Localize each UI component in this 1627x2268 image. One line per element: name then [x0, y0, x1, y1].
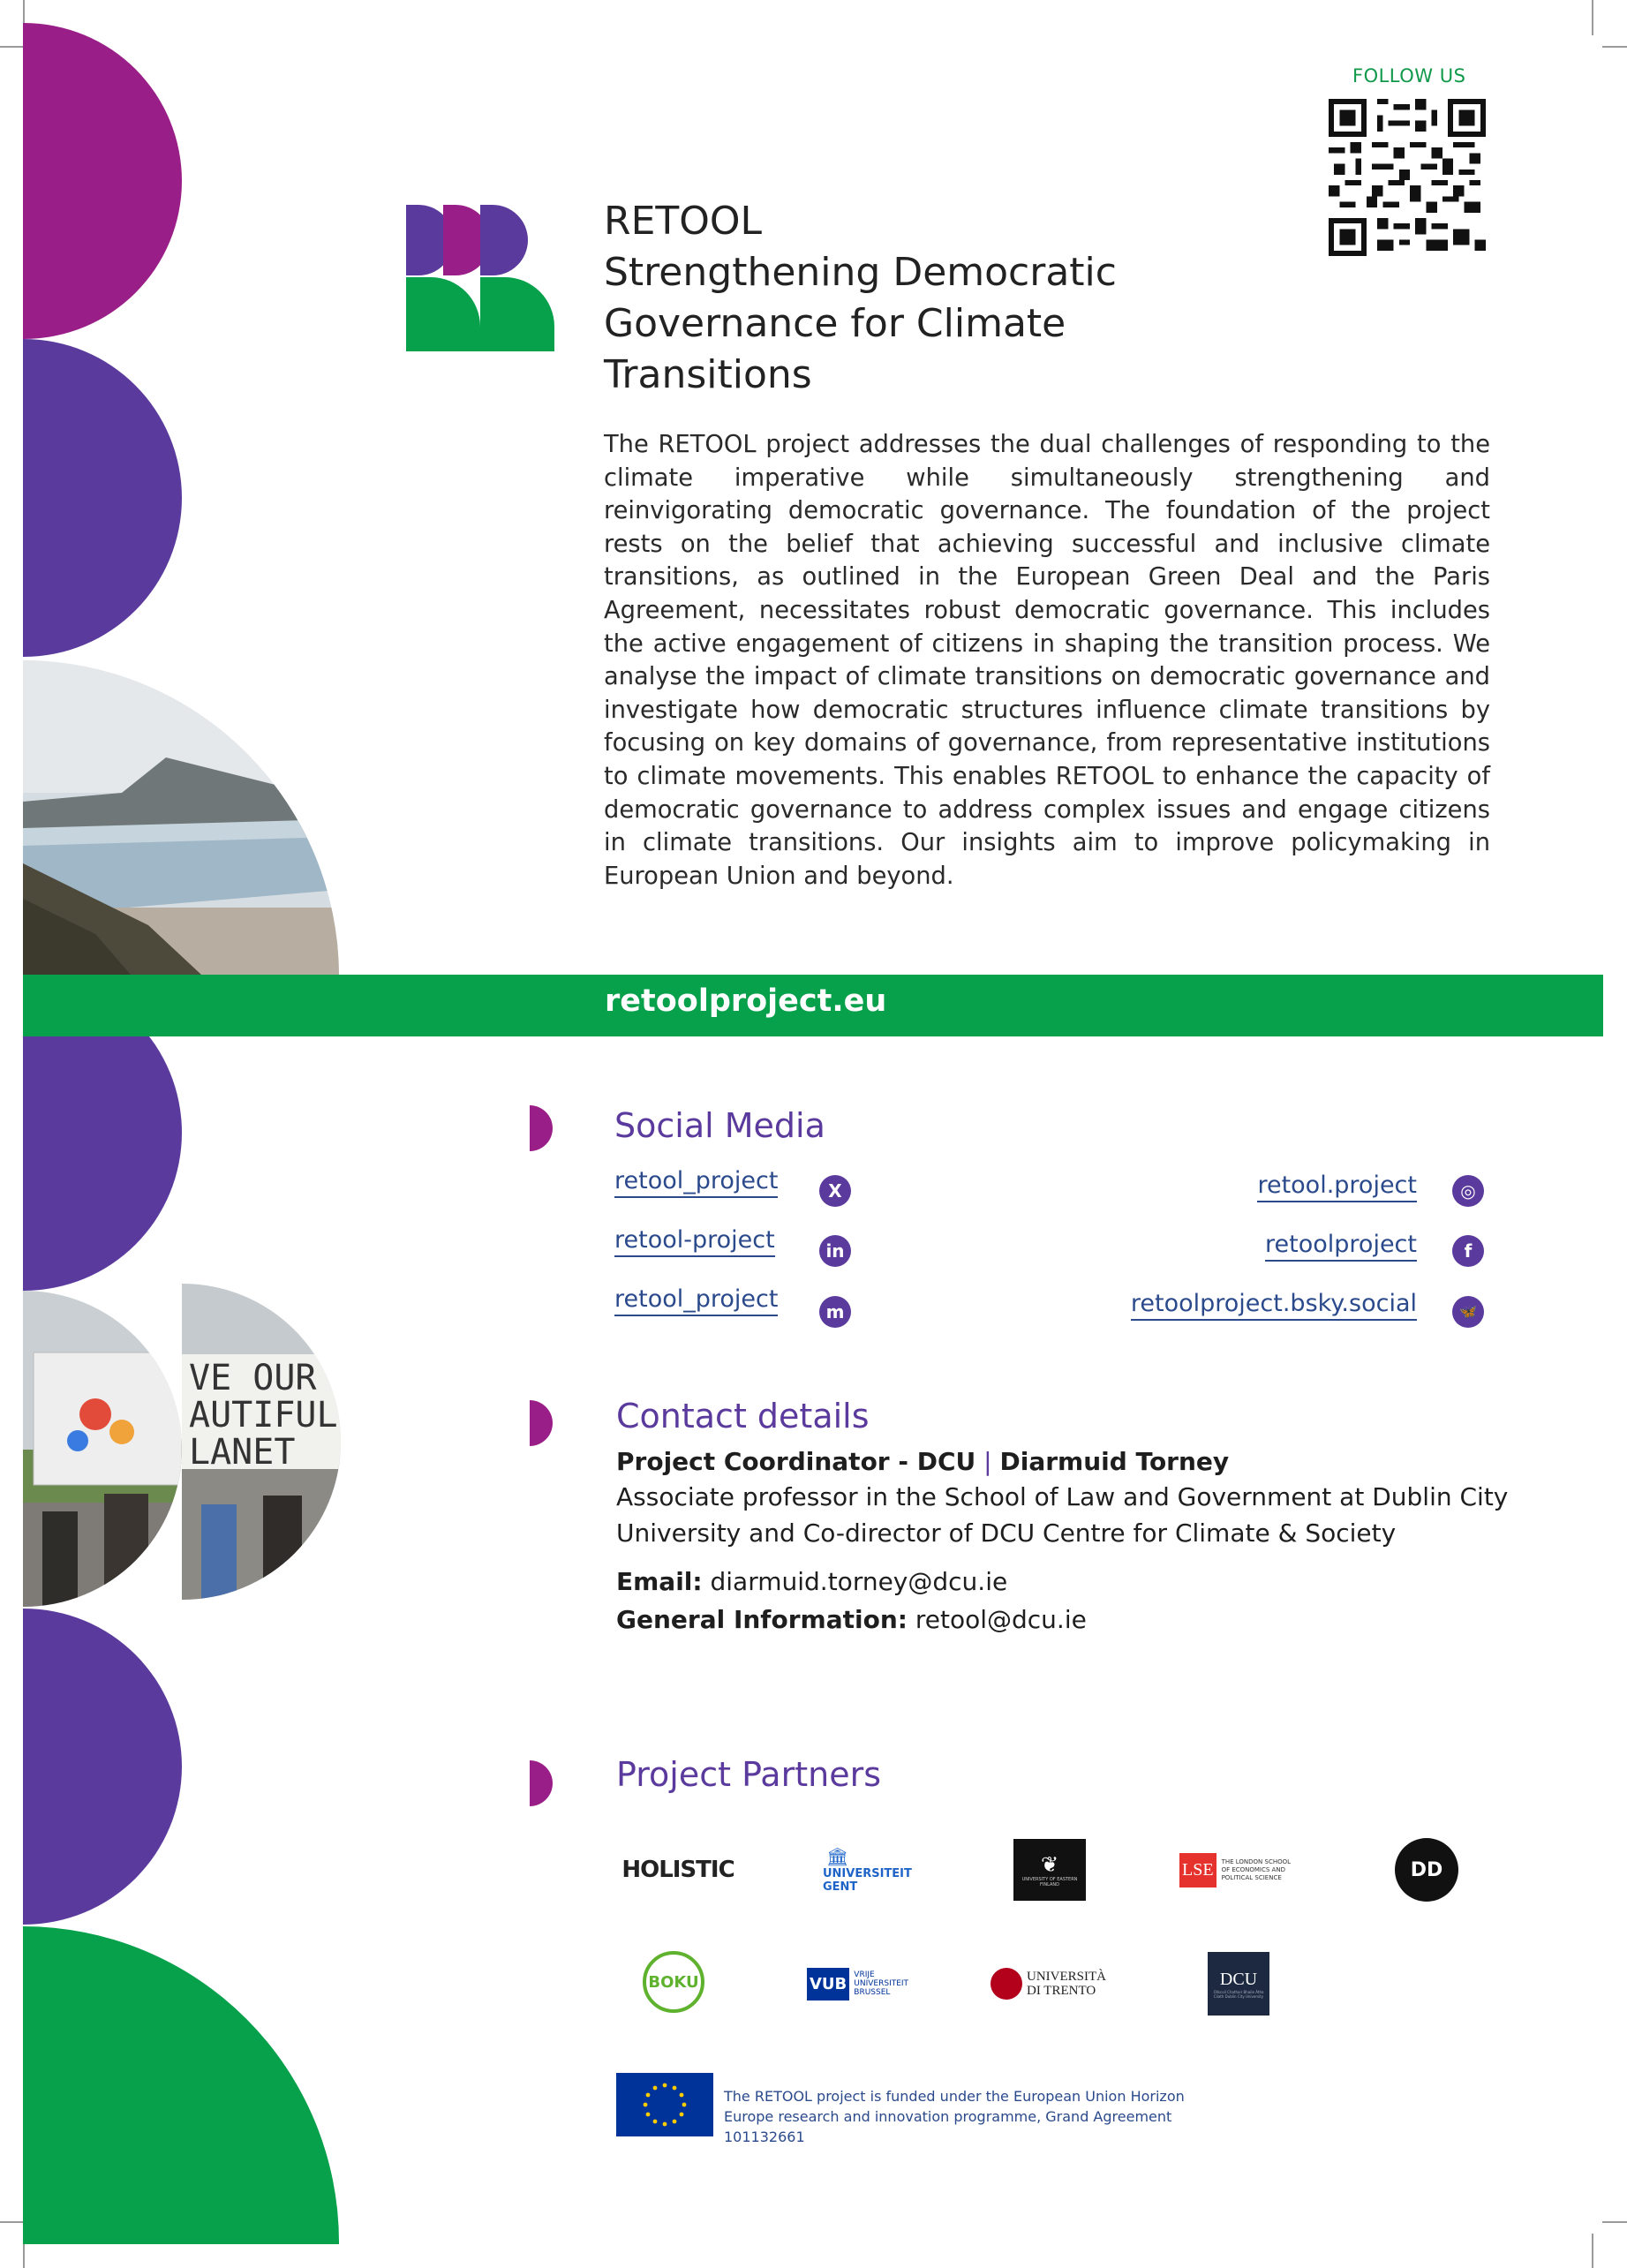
- partners-title: Project Partners: [616, 1755, 881, 1794]
- website-banner: [23, 975, 1603, 1036]
- uef-logo: [1013, 1839, 1086, 1901]
- coordinator-description: Associate professor in the School of Law and Government at Dublin City University and Co-director of DCU Centre for Climate & Society: [616, 1482, 1509, 1548]
- section-marker: [530, 1400, 553, 1446]
- coordinator-line: [616, 1443, 1587, 1480]
- social-link-instagram[interactable]: retool.project: [1257, 1172, 1417, 1202]
- crop-mark: [1602, 2221, 1627, 2223]
- general-info-label: General Information:: [616, 1605, 908, 1634]
- svg-text:VE OUR: VE OUR: [189, 1358, 317, 1398]
- holistic-text: HOLISTIC: [621, 1857, 734, 1883]
- vub-line: VRIJE: [854, 1970, 875, 1979]
- eu-flag: [616, 2073, 713, 2136]
- facebook-icon[interactable]: f: [1452, 1235, 1484, 1267]
- funding-statement: The RETOOL project is funded under the European Union Horizon Europe research and innovation programme, Grand Agreement 101132661: [724, 2088, 1185, 2145]
- vub-logo: [807, 1964, 922, 2003]
- follow-us-label: FOLLOW US: [1352, 65, 1466, 87]
- ugent-line: UNIVERSITEIT: [823, 1867, 912, 1880]
- social-link-bluesky[interactable]: retoolproject.bsky.social: [1131, 1290, 1417, 1321]
- email-line: [616, 1563, 1587, 1600]
- crop-mark: [1602, 46, 1627, 48]
- decor-quarter-circle-green: [23, 1926, 341, 2244]
- decor-half-circle-purple: [23, 1609, 182, 1925]
- vub-line: BRUSSEL: [854, 1988, 891, 1997]
- linkedin-icon[interactable]: in: [819, 1235, 851, 1267]
- social-link-mastodon[interactable]: retool_project: [614, 1285, 778, 1316]
- protest-photo-right: [182, 1284, 341, 1600]
- trento-name: [1027, 1970, 1106, 1998]
- ugent-logo: [823, 1839, 920, 1901]
- mastodon-icon[interactable]: m: [819, 1296, 851, 1328]
- decor-half-circle-purple: [23, 339, 182, 657]
- dd-logo: [1395, 1838, 1458, 1902]
- crop-mark: [1592, 0, 1593, 35]
- vub-name: [854, 1970, 908, 1997]
- uef-text: UNIVERSITY OF EASTERN FINLAND: [1021, 1877, 1078, 1887]
- retool-logo: [406, 205, 554, 351]
- glacier-photo: [23, 660, 341, 975]
- title-line: Transitions: [604, 352, 812, 397]
- separator: |: [983, 1447, 992, 1476]
- crop-mark: [0, 2221, 23, 2223]
- email-label: Email:: [616, 1567, 703, 1596]
- social-link-linkedin[interactable]: retool-project: [614, 1226, 775, 1257]
- lse-mark: LSE: [1179, 1853, 1216, 1887]
- title-line: RETOOL: [604, 199, 763, 244]
- dd-text: DD: [1410, 1858, 1443, 1881]
- trento-logo: [991, 1964, 1114, 2003]
- page-title: [604, 196, 1222, 401]
- general-info-value[interactable]: retool@dcu.ie: [915, 1605, 1087, 1634]
- protest-photo-left: [23, 1291, 182, 1607]
- boku-logo: [643, 1951, 704, 2013]
- coordinator-name: Diarmuid Torney: [999, 1447, 1230, 1476]
- qr-code[interactable]: [1329, 99, 1486, 256]
- coordinator-role: Project Coordinator - DCU: [616, 1447, 976, 1476]
- intro-paragraph: The RETOOL project addresses the dual challenges of responding to the climate imperative while simultaneously strengthening and reinvigorating democratic governance. The foundation of the project rests on the belief that achieving successful and inclusive climate transitions, as outlined in the European Green Deal and the Paris Agreement, necessitates robust democratic governance. This includes the active engagement of citizens in shaping the transition process. We analyse the impact of climate transitions on democratic governance and investigate how democratic structures influence climate transitions by focusing on key domains of governance, from representative institutions to climate movements. This enables RETOOL to enhance the capacity of democratic governance to address complex issues and engage citizens in climate transitions. Our insights aim to improve policymaking in European Union and beyond.: [604, 431, 1490, 890]
- boku-text: BOKU: [648, 1972, 699, 1992]
- vub-line: UNIVERSITEIT: [854, 1979, 909, 1988]
- vub-mark: VUB: [807, 1968, 849, 2001]
- decor-half-circle-magenta: [23, 23, 182, 339]
- dcu-text: DCU: [1219, 1969, 1258, 1989]
- email-value[interactable]: diarmuid.torney@dcu.ie: [710, 1567, 1008, 1596]
- crop-mark: [0, 46, 23, 48]
- trento-seal-icon: [991, 1968, 1022, 2000]
- general-info-line: [616, 1601, 1587, 1638]
- ugent-line: GENT: [823, 1880, 858, 1894]
- bluesky-icon[interactable]: 🦋: [1452, 1296, 1484, 1328]
- instagram-icon[interactable]: ◎: [1452, 1175, 1484, 1207]
- trento-line: UNIVERSITÀ: [1027, 1970, 1106, 1984]
- website-link[interactable]: retoolproject.eu: [605, 983, 887, 1019]
- title-line: Strengthening Democratic: [604, 250, 1117, 295]
- dcu-sub: Ollscoil Chathair Bhaile Átha Cliath Dublin City University: [1213, 1989, 1264, 1999]
- crop-mark: [1592, 2234, 1593, 2268]
- dcu-logo: [1208, 1952, 1269, 2016]
- trento-line: DI TRENTO: [1027, 1984, 1096, 1998]
- lse-text: THE LONDON SCHOOL OF ECONOMICS AND POLITICAL SCIENCE: [1221, 1857, 1292, 1881]
- x-icon[interactable]: X: [819, 1175, 851, 1207]
- title-line: Governance for Climate: [604, 301, 1066, 346]
- holistic-logo: [616, 1854, 740, 1886]
- social-media-title: Social Media: [614, 1106, 825, 1145]
- ugent-icon: 🏛: [826, 1846, 849, 1867]
- svg-text:LANET: LANET: [189, 1432, 296, 1473]
- contact-title: Contact details: [616, 1397, 870, 1435]
- section-marker: [530, 1105, 553, 1151]
- social-link-x[interactable]: retool_project: [614, 1167, 778, 1198]
- svg-text:AUTIFUL: AUTIFUL: [189, 1395, 338, 1435]
- social-link-facebook[interactable]: retoolproject: [1265, 1231, 1417, 1262]
- section-marker: [530, 1760, 553, 1806]
- uef-icon: ❦: [1040, 1852, 1059, 1877]
- lse-logo: [1179, 1848, 1303, 1892]
